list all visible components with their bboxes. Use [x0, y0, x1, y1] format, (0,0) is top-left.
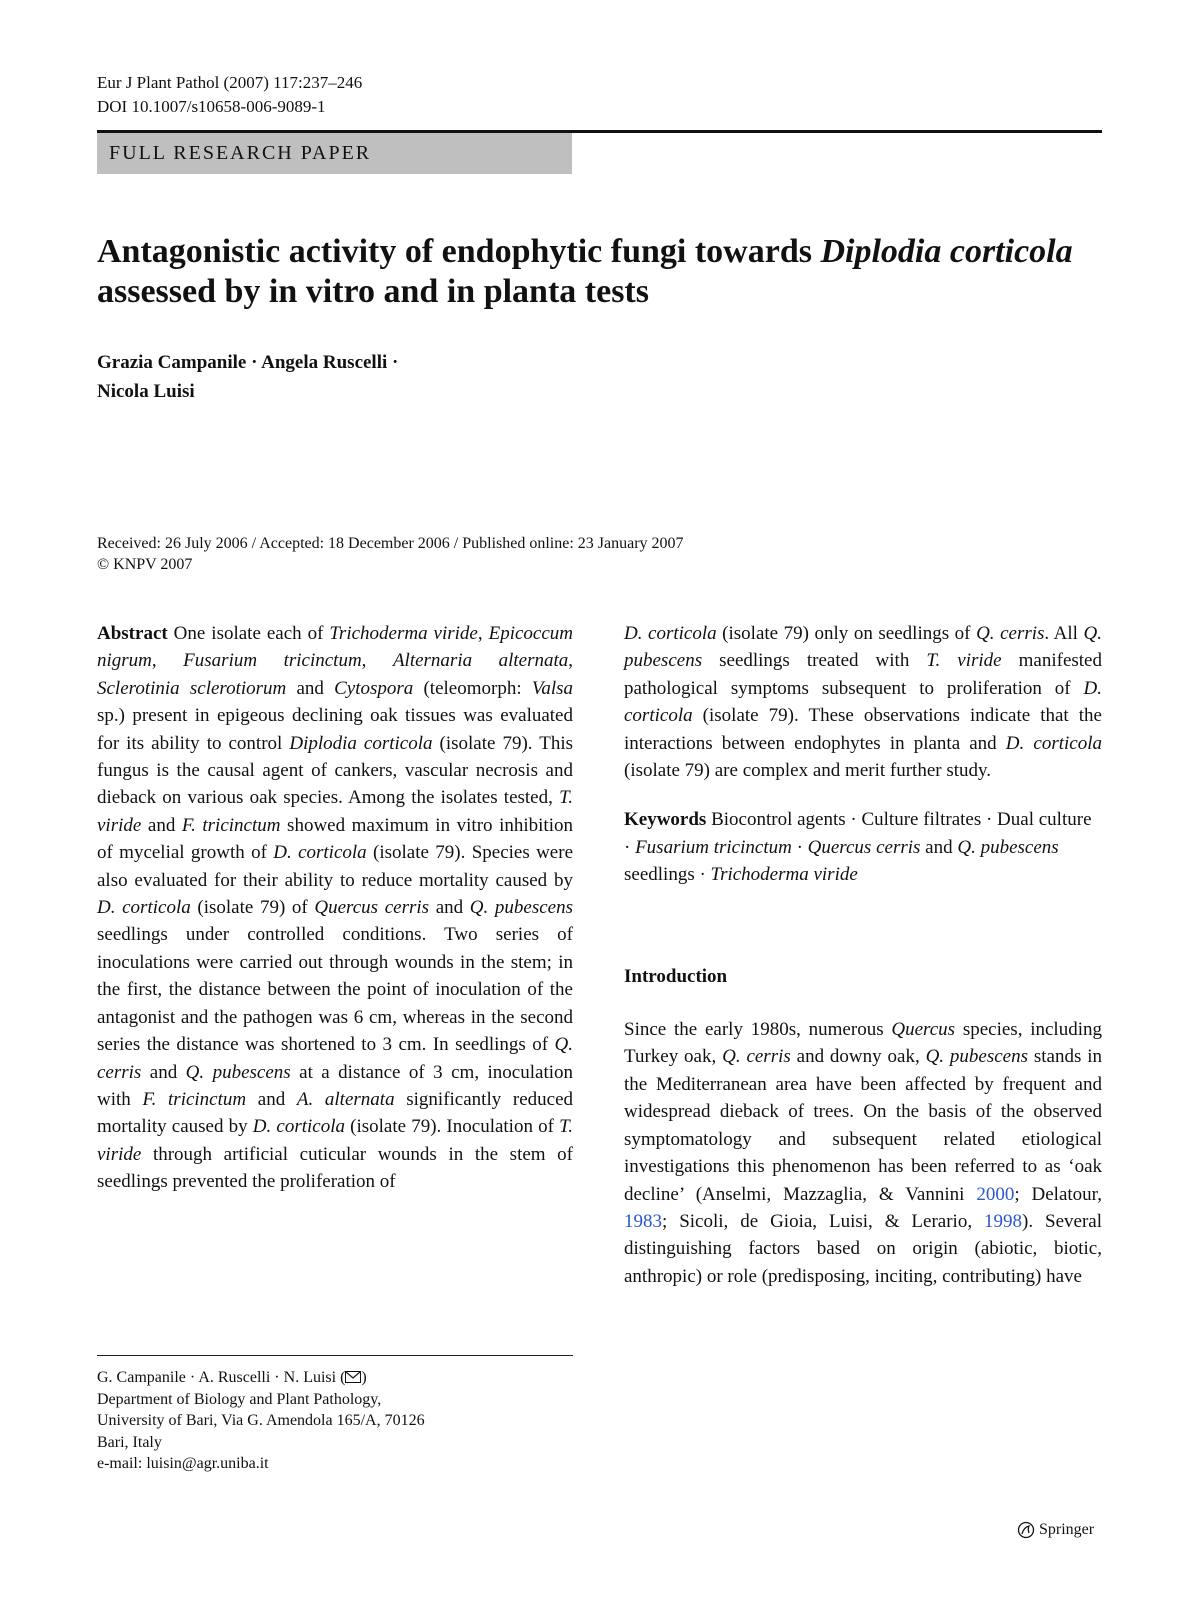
- right-column: [624, 620, 1102, 1290]
- publisher-name: Springer: [1039, 1521, 1095, 1538]
- author-email[interactable]: e-mail: luisin@agr.uniba.it: [97, 1455, 269, 1472]
- publisher-mark: [1017, 1521, 1094, 1539]
- introduction-text: Since the early 1980s, numerous Quercus species, including Turkey oak, Q. cerris and downy oak, Q. pubescens stands in the Mediterranean area have been affected by frequent and widespread dieback of trees. On the basis of the observed symptomatology and subsequent related etiological investigations this phenomenon has been referred to as ‘oak decline’ (Anselmi, Mazzaglia, & Vannini 2000; Delatour, 1983; Sicoli, de Gioia, Luisi, & Lerario, 1998). Several distinguishing factors based on origin (abiotic, biotic, anthropic) or role (predisposing, inciting, contributing) have: [624, 1019, 1102, 1287]
- citation-link-1983[interactable]: 1983: [624, 1210, 662, 1232]
- springer-horse-icon: [1017, 1521, 1035, 1539]
- footnote-rule: [97, 1355, 573, 1356]
- abstract-label: Abstract: [97, 623, 168, 644]
- publication-dates: Received: 26 July 2006 / Accepted: 18 December 2006 / Published online: 23 January 2007 © KNPV 2007: [97, 535, 684, 573]
- envelope-icon: [345, 1371, 361, 1383]
- citation-link-2000[interactable]: 2000: [976, 1183, 1015, 1205]
- keywords: Keywords Biocontrol agents · Culture filtrates · Dual culture · Fusarium tricinctum · Quercus cerris and Q. pubescens seedlings · Trichoderma viride: [624, 809, 1092, 886]
- article-type-label: FULL RESEARCH PAPER: [109, 142, 372, 164]
- paper-title: Antagonistic activity of endophytic fungi towards Diplodia corticola assessed by in vitro and in planta tests: [97, 233, 1073, 310]
- journal-citation: Eur J Plant Pathol (2007) 117:237–246: [97, 73, 363, 92]
- keywords-label: Keywords: [624, 809, 707, 831]
- citation-link-1998[interactable]: 1998: [984, 1210, 1022, 1232]
- abstract-continued: D. corticola (isolate 79) only on seedlings of Q. cerris. All Q. pubescens seedlings treated with T. viride manifested pathological symptoms subsequent to proliferation of D. corticola (isolate 79). These observations indicate that the interactions between endophytes in planta and D. corticola (isolate 79) are complex and merit further study.: [624, 623, 1102, 782]
- abstract: Abstract One isolate each of Trichoderma viride, Epicoccum nigrum, Fusarium tricinctum, Alternaria alternata, Sclerotinia sclerotiorum and Cytospora (teleomorph: Valsa sp.) present in epigeous declining oak tissues was evaluated for its ability to control Diplodia corticola (isolate 79). This fungus is the causal agent of cankers, vascular necrosis and dieback on various oak species. Among the isolates tested, T. viride and F. tricinctum showed maximum in vitro inhibition of mycelial growth of D. corticola (isolate 79). Species were also evaluated for their ability to reduce mortality caused by D. corticola (isolate 79) of Quercus cerris and Q. pubescens seedlings under controlled conditions. Two series of inoculations were carried out through wounds in the stem; in the first, the distance between the point of inoculation of the antagonist and the pathogen was 6 cm, whereas in the second series the distance was shortened to 3 cm. In seedlings of Q. cerris and Q. pubescens at a distance of 3 cm, inoculation with F. tricinctum and A. alternata significantly reduced mortality caused by D. corticola (isolate 79). Inoculation of T. viride through artificial cuticular wounds in the stem of seedlings prevented the proliferation of: [97, 623, 574, 1193]
- authors: Grazia Campanile · Angela Ruscelli · Nicola Luisi: [97, 352, 399, 402]
- introduction-heading: Introduction: [624, 965, 728, 987]
- doi: DOI 10.1007/s10658-006-9089-1: [97, 97, 326, 116]
- author-affiliation: G. Campanile · A. Ruscelli · N. Luisi ( ) Department of Biology and Plant Pathology, University of Bari, Via G. Amendola 165/A, 70126 Bari, Italy e-mail: luisin@agr.uniba.it: [97, 1367, 425, 1475]
